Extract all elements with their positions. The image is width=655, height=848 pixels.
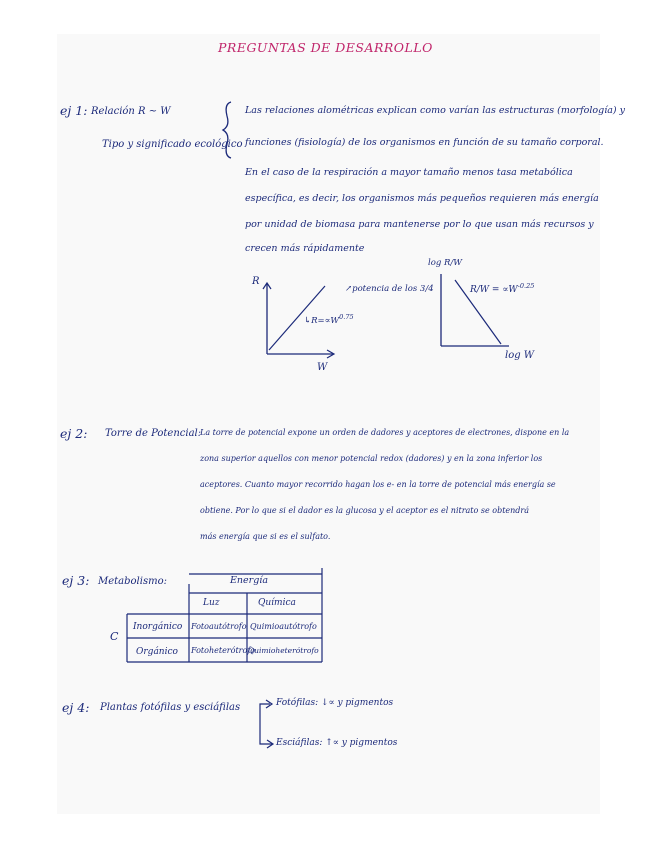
q1-line-6: crecen más rápidamente <box>245 243 365 254</box>
q1-line-4: específica, es decir, los organismos más pequeños requieren más energía <box>245 193 599 204</box>
q2-line-4: obtiene. Por lo que si el dador es la glucosa y el aceptor es el nitrato se obtendrá <box>200 506 530 515</box>
q3-topic: Metabolismo: <box>98 576 167 587</box>
graph2-xlabel: log W <box>505 350 535 361</box>
table-col-luz: Luz <box>203 598 220 608</box>
page-title: PREGUNTAS DE DESARROLLO <box>218 40 433 55</box>
graph2-formula: $R/W = \propto W^{-0.25}$ <box>470 282 535 295</box>
q1-topic: Relación R ~ W <box>91 106 171 117</box>
q4-item-esciafilas: Esciáfilas: ↑∝ y pigmentos <box>276 738 398 748</box>
table-cell-quimioheterotrofo: Quimioheterótrofo <box>248 646 319 655</box>
q1-label: ej 1: <box>60 103 88 118</box>
graph1-ylabel: R <box>252 276 260 287</box>
q2-line-3: aceptores. Cuanto mayor recorrido hagan los e- en la torre de potencial más energía se <box>200 480 556 489</box>
table-row-group-c: C <box>110 630 119 643</box>
table-cell-fotoheterotrofo: Fotoheterótrofo <box>191 646 256 655</box>
q1-brace <box>221 100 241 160</box>
q2-label: ej 2: <box>60 426 88 441</box>
table-col-quimica: Química <box>258 598 296 608</box>
q2-text-block <box>200 420 569 550</box>
q2-topic: Torre de Potencial: <box>105 428 202 439</box>
q2-line-2: zona superior aquellos con menor potencial redox (dadores) y en la zona inferior los <box>200 454 543 463</box>
table-energy-header: Energía <box>230 575 268 586</box>
metabolism-table <box>107 566 337 676</box>
table-cell-fotoautotrofo: Fotoautótrofo <box>191 622 247 631</box>
graph2-ylabel: log R/W <box>428 258 462 268</box>
q3-label: ej 3: <box>62 573 90 588</box>
graph1-xlabel: W <box>317 362 328 373</box>
q2-line-1: La torre de potencial expone un orden de dadores y aceptores de electrones, dispone en la <box>200 428 570 437</box>
q1-line-1: Las relaciones alométricas explican como varían las estructuras (morfología) y <box>245 105 626 116</box>
table-row-organico: Orgánico <box>136 647 178 657</box>
q4-label: ej 4: <box>62 700 90 715</box>
q1-line-5: por unidad de biomasa para mantenerse por lo que usan más recursos y <box>245 219 594 230</box>
table-cell-quimioautotrofo: Quimioautótrofo <box>250 622 317 631</box>
q4-topic: Plantas fotófilas y esciáfilas <box>100 702 241 713</box>
q1-line-2: funciones (fisiología) de los organismos en función de su tamaño corporal. <box>245 137 604 148</box>
q2-line-5: más energía que si es el sulfato. <box>200 532 331 541</box>
q1-subtopic: Tipo y significado ecológico <box>102 139 243 150</box>
q1-text-block <box>245 100 625 260</box>
table-row-inorganico: Inorgánico <box>133 622 183 632</box>
q1-line-3: En el caso de la respiración a mayor tamaño menos tasa metabólica <box>245 167 573 178</box>
q4-item-fotofilas: Fotófilas: ↓∝ y pigmentos <box>276 698 394 708</box>
graph1-formula: $↳R=\propto W^{0.75}$ <box>304 313 354 326</box>
graph1-note: ↗potencia de los 3/4 <box>345 284 434 294</box>
